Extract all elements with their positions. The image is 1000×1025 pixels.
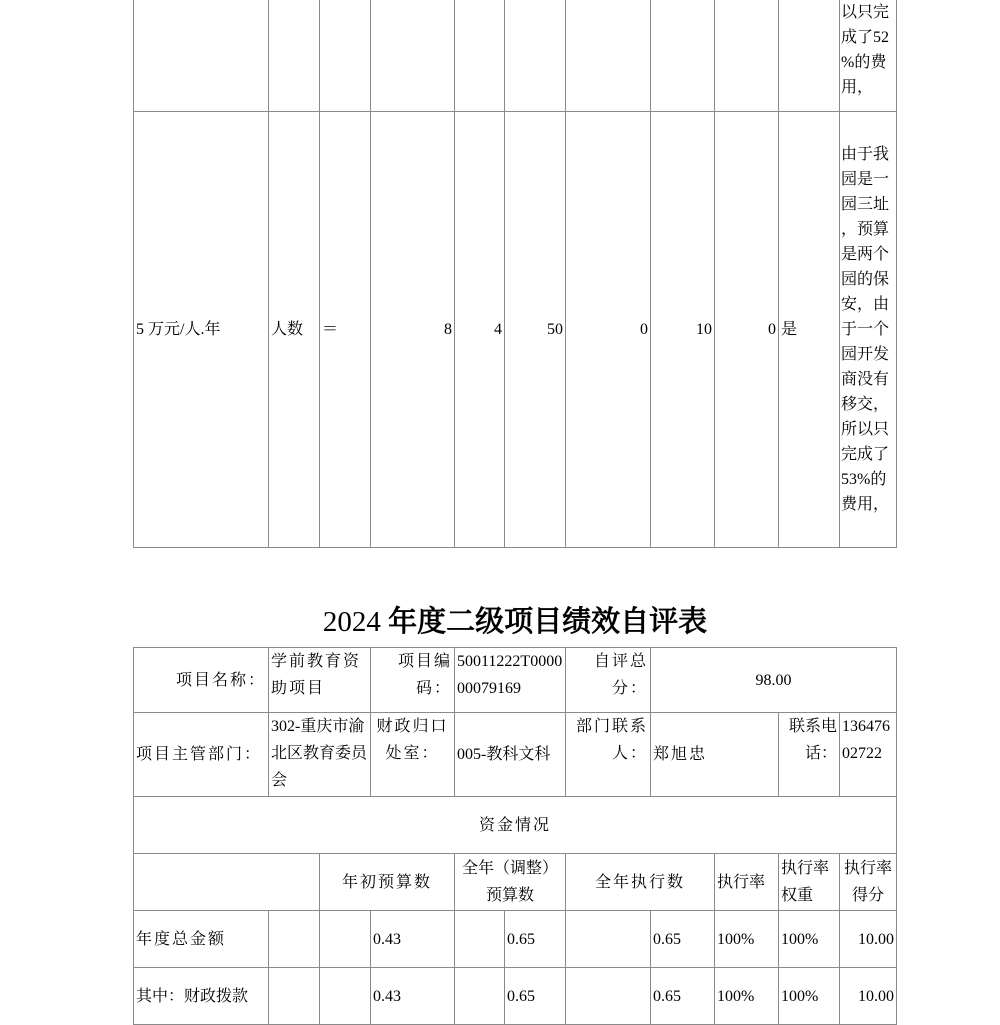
execution-rate: 100% [715, 911, 779, 968]
finance-value: 005-教科文科 [455, 713, 566, 797]
flag-cell: 是 [779, 112, 840, 548]
score-label: 自评总分： [566, 648, 651, 713]
project-name: 学前教育资助项目 [269, 648, 371, 713]
row-label: 年度总金额 [134, 911, 269, 968]
value-cell: 10 [651, 112, 715, 548]
project-code: 50011222T000000079169 [455, 648, 566, 713]
row-label: 其中：财政拨款 [134, 968, 269, 1025]
project-code-label: 项目编码： [371, 648, 455, 713]
funds-header: 资金情况 [134, 797, 897, 854]
dept-label: 项目主管部门： [134, 713, 269, 797]
phone-value: 13647602722 [840, 713, 897, 797]
value-cell: 8 [371, 112, 455, 548]
phone-label: 联系电话： [779, 713, 840, 797]
executed-amount: 0.65 [651, 911, 715, 968]
project-name-label: 项目名称： [134, 648, 269, 713]
execution-rate: 100% [715, 968, 779, 1025]
table-row [134, 112, 897, 548]
rate-score: 10.00 [840, 911, 897, 968]
table-row [134, 713, 897, 797]
table-row [134, 968, 897, 1025]
executed-amount: 0.65 [651, 968, 715, 1025]
finance-label: 财政归口处室： [371, 713, 455, 797]
value-cell: 4 [455, 112, 505, 548]
table-row [134, 854, 897, 911]
table-row [134, 797, 897, 854]
value-cell: 0 [566, 112, 651, 548]
initial-budget: 0.43 [371, 968, 455, 1025]
evaluation-table [133, 647, 897, 1025]
score-value: 98.00 [651, 648, 897, 713]
column-header: 执行率权重 [779, 854, 840, 911]
column-header: 执行率得分 [840, 854, 897, 911]
standard-cell: 5 万元/人.年 [134, 112, 269, 548]
contact-label: 部门联系人： [566, 713, 651, 797]
indicator-table [133, 0, 897, 548]
adjusted-budget: 0.65 [505, 968, 566, 1025]
page-title [0, 600, 1000, 644]
dept-value: 302-重庆市渝北区教育委员会 [269, 713, 371, 797]
value-cell: 50 [505, 112, 566, 548]
rate-weight: 100% [779, 911, 840, 968]
title-text: 年度二级项目绩效自评表 [388, 606, 708, 638]
table-row [134, 648, 897, 713]
column-header: 全年（调整）预算数 [455, 854, 566, 911]
rate-weight: 100% [779, 968, 840, 1025]
metric-cell: 人数 [269, 112, 320, 548]
initial-budget: 0.43 [371, 911, 455, 968]
adjusted-budget: 0.65 [505, 911, 566, 968]
column-header: 执行率 [715, 854, 779, 911]
table-row [134, 911, 897, 968]
value-cell: 0 [715, 112, 779, 548]
title-year: 2024 [322, 606, 381, 638]
rate-score: 10.00 [840, 968, 897, 1025]
column-header: 全年执行数 [566, 854, 715, 911]
note-cell: 由于我园是一园三址，预算是两个园的保安，由于一个园开发商没有移交，所以只完成了53%的费用， [840, 112, 897, 548]
table-row [134, 0, 897, 112]
contact-value: 郑旭忠 [651, 713, 779, 797]
note-cell: 以只完成了52%的费用， [840, 0, 897, 112]
column-header: 年初预算数 [320, 854, 455, 911]
operator-cell: ＝ [320, 112, 371, 548]
